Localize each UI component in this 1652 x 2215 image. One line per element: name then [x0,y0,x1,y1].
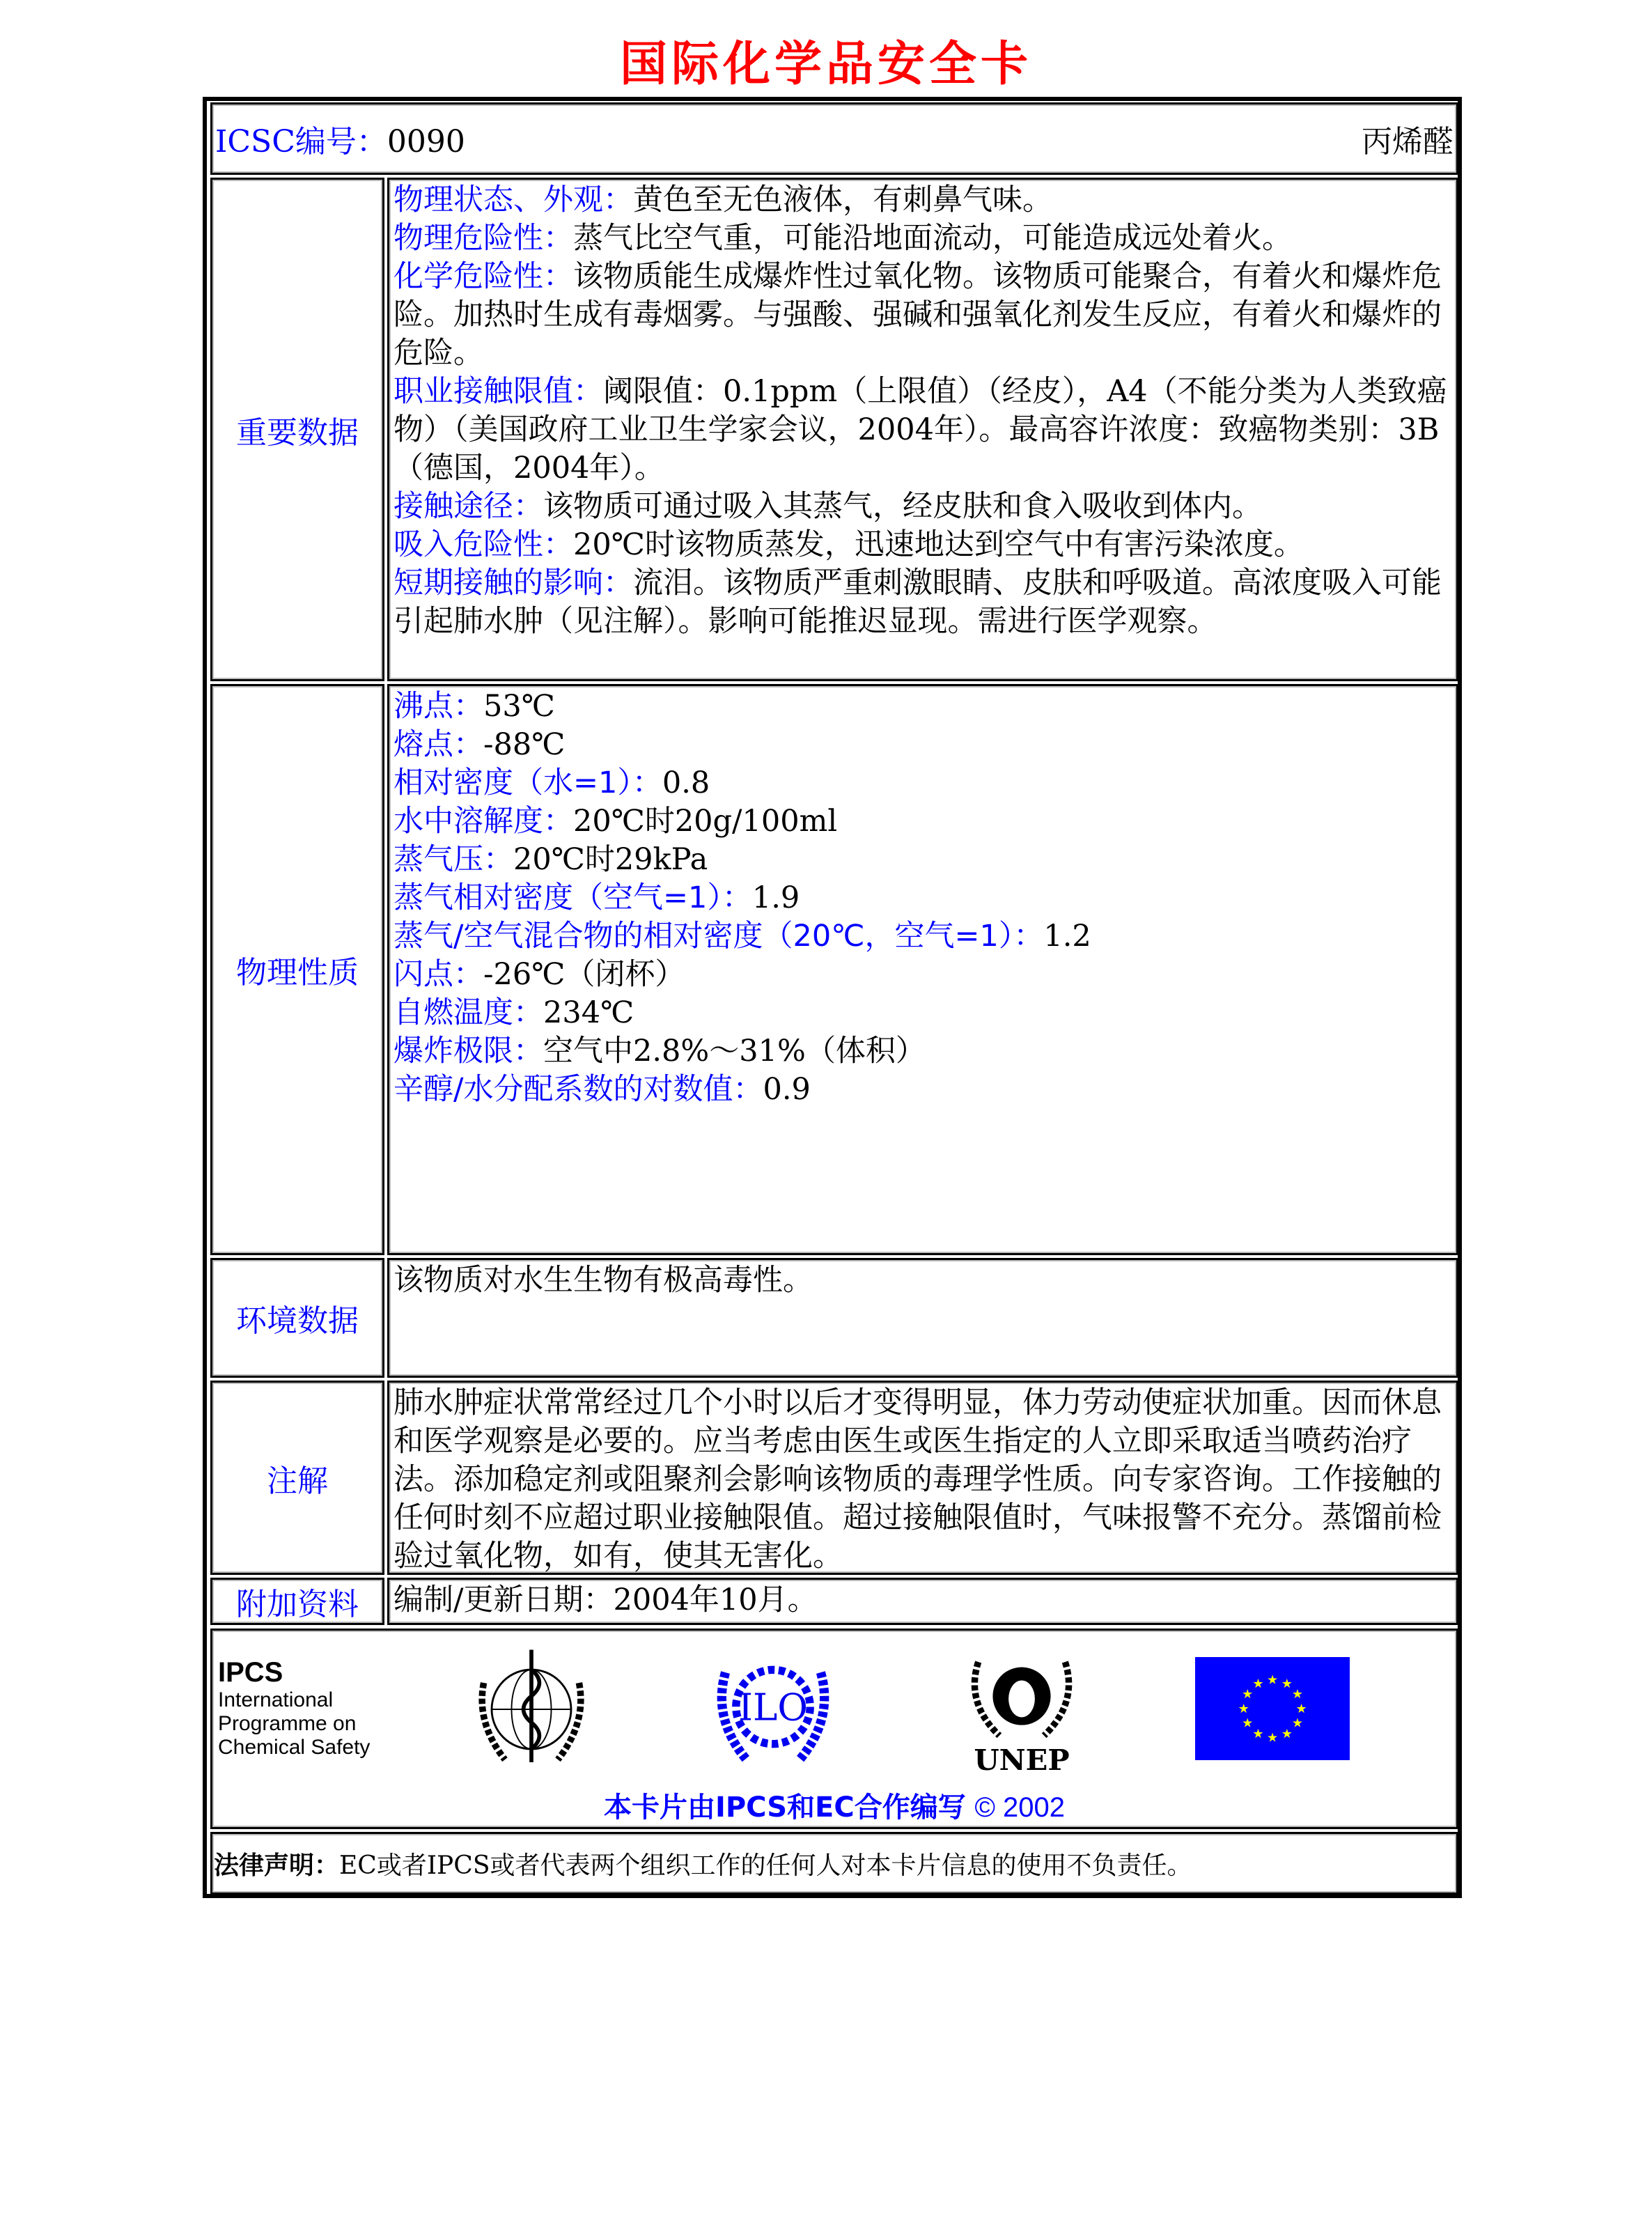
section-heading-notes: 注解 [210,1381,384,1575]
property-label: 蒸气相对密度（空气=1）： [393,880,752,915]
property-label: 物理状态、外观： [393,182,633,217]
property-line [393,181,1452,219]
property-line [393,802,1452,841]
property-value: 234℃ [543,995,634,1030]
eu-star-icon: ★ [1267,1673,1278,1688]
section-heading-physical: 物理性质 [210,684,384,1255]
ipcs-line: Programme on [218,1712,357,1735]
eu-star-icon: ★ [1242,1716,1254,1731]
property-label: 蒸气压： [393,842,513,877]
eu-star-icon: ★ [1252,1727,1264,1741]
property-value: 流泪。该物质严重刺激眼睛、皮肤和呼吸道。高浓度吸入可能引起肺水肿（见注解）。影响可能推迟显现。需进行医学观察。 [393,566,1442,639]
property-value: 53℃ [483,689,555,724]
eu-star-icon: ★ [1252,1677,1264,1692]
property-value: 蒸气比空气重，可能沿地面流动，可能造成远处着火。 [573,221,1292,256]
property-value: 阈限值：0.1ppm（上限值）（经皮），A4（不能分类为人类致癌物）（美国政府工业卫生学家会议，2004年）。最高容许浓度：致癌物类别：3B（德国，2004年）。 [393,374,1447,485]
property-line [393,994,1452,1032]
property-value: 0.9 [763,1072,811,1107]
property-value: 黄色至无色液体，有刺鼻气味。 [633,182,1052,217]
property-value: -88℃ [483,727,566,762]
unep-emblem-icon [963,1643,1081,1775]
eu-star-icon: ★ [1238,1702,1249,1716]
property-label: 吸入危险性： [393,527,573,562]
property-value: -26℃（闭杯） [483,957,685,992]
chemical-name: 丙烯醛 [1362,124,1454,160]
property-line [393,726,1452,764]
property-label: 闪点： [393,957,483,992]
ipcs-line: Chemical Safety [218,1736,371,1759]
section-heading-environment: 环境数据 [210,1258,384,1378]
property-label: 辛醇/水分配系数的对数值： [393,1072,763,1107]
who-emblem-icon [465,1643,598,1775]
property-label: 蒸气/空气混合物的相对密度（20℃，空气=1）： [393,919,1044,954]
copyright: © 2002 [974,1792,1066,1823]
property-value: 空气中2.8%～31%（体积） [543,1034,926,1068]
property-label: 爆炸极限： [393,1034,543,1068]
ipcs-title: IPCS [218,1657,283,1688]
property-value: 20℃时20g/100ml [573,804,838,839]
legal-label: 法律声明： [214,1851,340,1880]
property-label: 相对密度（水=1）： [393,765,662,800]
property-label: 短期接触的影响： [393,566,633,600]
property-value: 20℃时29kPa [513,842,708,877]
eu-flag-icon [1195,1657,1350,1760]
credit-line [212,1785,1456,1825]
environment-data: 该物质对水生生物有极高毒性。 [387,1258,1458,1378]
eu-star-icon: ★ [1291,1688,1303,1702]
header-row [210,102,1458,175]
important-data [387,178,1458,681]
notes-text: 肺水肿症状常常经过几个小时以后才变得明显，体力劳动使症状加重。因而休息和医学观察是必要的。应当考虑由医生或医生指定的人立即采取适当喷药治疗法。添加稳定剂或阻聚剂会影响该物质的毒理学性质。向专家咨询。工作接触的任何时刻不应超过职业接触限值。超过接触限值时，气味报警不充分。蒸馏前检验过氧化物，如有，使其无害化。 [387,1381,1458,1575]
icsc-number: 0090 [387,124,465,160]
property-line [393,488,1452,526]
ilo-text: ILO [738,1686,808,1730]
property-line [393,687,1452,726]
page-title: 国际化学品安全卡 [619,37,1032,92]
property-line [393,564,1452,641]
property-line [393,1071,1452,1109]
eu-star-icon: ★ [1281,1727,1293,1741]
icsc-label: ICSC编号： [215,124,387,160]
property-label: 职业接触限值： [393,374,603,409]
property-label: 熔点： [393,727,483,762]
property-value: 1.9 [751,880,800,915]
additional-info: 编制/更新日期：2004年10月。 [387,1578,1458,1625]
ipcs-line: International [218,1688,334,1711]
unep-text: UNEP [974,1742,1070,1775]
property-label: 水中溶解度： [393,804,573,839]
credit-text: 本卡片由IPCS和EC合作编写 [603,1792,966,1824]
property-line [393,219,1452,258]
property-value: 1.2 [1043,919,1091,954]
property-line [393,258,1452,373]
legal-text: EC或者IPCS或者代表两个组织工作的任何人对本卡片信息的使用不负责任。 [339,1851,1192,1880]
eu-star-icon: ★ [1267,1731,1278,1746]
section-heading-additional: 附加资料 [210,1578,384,1625]
eu-star-icon: ★ [1295,1702,1307,1716]
ilo-emblem-icon [707,1646,839,1768]
property-label: 化学危险性： [393,259,573,294]
legal-row [210,1832,1458,1895]
property-line [393,1032,1452,1071]
property-line [393,956,1452,994]
eu-star-icon: ★ [1291,1716,1303,1731]
property-line [393,373,1452,488]
property-line [393,764,1452,802]
property-label: 物理危险性： [393,221,573,256]
icsc-id [215,116,465,161]
ipcs-block [218,1657,370,1759]
property-value: 该物质可通过吸入其蒸气，经皮肤和食入吸收到体内。 [543,489,1262,524]
property-value: 20℃时该物质蒸发，迅速地达到空气中有害污染浓度。 [573,527,1304,562]
safety-card [203,97,1462,1898]
property-line [393,841,1452,879]
eu-star-icon: ★ [1242,1688,1254,1702]
property-value: 该物质能生成爆炸性过氧化物。该物质可能聚合，有着火和爆炸危险。加热时生成有毒烟雾。与强酸、强碱和强氧化剂发生反应，有着火和爆炸的危险。 [393,259,1442,371]
section-heading-important: 重要数据 [210,178,384,681]
property-line [393,917,1452,956]
property-label: 自燃温度： [393,995,543,1030]
property-label: 接触途径： [393,489,543,524]
property-line [393,526,1452,564]
property-line [393,879,1452,917]
physical-properties [387,684,1458,1255]
eu-star-icon: ★ [1281,1677,1293,1692]
property-value: 0.8 [662,765,710,800]
logo-row [210,1629,1458,1829]
property-label: 沸点： [393,689,483,724]
